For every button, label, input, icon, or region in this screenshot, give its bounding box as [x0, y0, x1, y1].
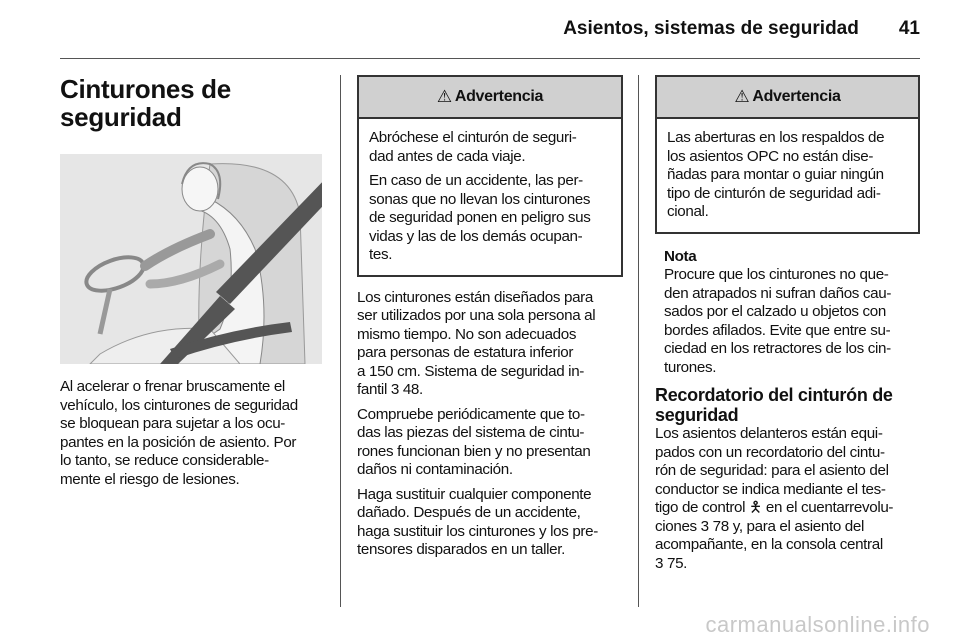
- driver-seatbelt-drawing: [60, 154, 322, 364]
- warning-box-1: [357, 75, 623, 277]
- section-title: Asientos, sistemas de seguridad: [563, 18, 859, 39]
- seatbelt-illustration: [60, 154, 322, 364]
- column-2-text: [357, 289, 623, 560]
- paragraph-usage: Los cinturones están diseñados para ser utilizados por una sola persona al mismo tiempo. No son adecuados para personas de estatura inferior a 150 cm. Sistema de seguridad in- fantil 3 48.: [357, 288, 596, 398]
- note-text: Procure que los cinturones no que- den atrapados ni sufran daños cau- sados por el calzado u objetos con bordes afilados. Evite que entre su- ciedad en los retractores de los cin- turones.: [664, 266, 892, 376]
- section-heading: Cinturones de seguridad: [60, 74, 231, 132]
- column-1: [60, 75, 322, 495]
- warning-header: ⚠ Advertencia: [359, 77, 621, 119]
- reminder-heading: Recordatorio del cinturón de seguridad: [655, 385, 893, 425]
- intro-paragraph: Al acelerar o frenar bruscamente el vehículo, los cinturones de seguridad se bloquean para sujetar a los ocu- pantes en la posición de asiento. Por lo tanto, se reduce considerable- mente el riesgo de lesiones.: [60, 378, 298, 488]
- warning-box-2: [655, 75, 920, 234]
- column-divider-2: [638, 75, 639, 607]
- note-title: Nota: [664, 247, 697, 265]
- warning-triangle-icon: ⚠: [436, 87, 452, 106]
- header-rule: [60, 58, 920, 59]
- paragraph-check: Compruebe periódicamente que to- das las piezas del sistema de cintu- rones funcionan bien y no presentan daños ni contaminación.: [357, 405, 591, 478]
- page-header: [563, 18, 920, 40]
- column-2: [357, 75, 623, 566]
- note-block: [664, 248, 920, 378]
- warning-body: Las aberturas en los respaldos de los asientos OPC no están dise- ñadas para montar o guiar ningún tipo de cinturón de seguridad adi- cional.: [667, 129, 885, 220]
- paragraph-replace: Haga sustituir cualquier componente dañado. Después de un accidente, haga sustituir los cinturones y los pre- tensores disparados en un taller.: [357, 485, 598, 558]
- warning-header: ⚠ Advertencia: [657, 77, 918, 119]
- reminder-text: Los asientos delanteros están equi- pados con un recordatorio del cintu- rón de seguridad: para el asiento del conductor se indica mediante el tes- tigo de control 🯅 en el cuentarrevolu- ciones 3 78 y, para el asiento del acompañante, en la consola central 3 75.: [655, 425, 894, 572]
- warning-body: Abróchese el cinturón de seguri- dad antes de cada viaje. En caso de un accidente, las per- sonas que no llevan los cinturones de seguridad ponen en peligro sus vidas y las de los demás ocupan- tes.: [369, 129, 591, 263]
- watermark: carmanualsonline.info: [705, 612, 930, 637]
- page-number: 41: [898, 18, 920, 39]
- column-divider-1: [340, 75, 341, 607]
- warning-triangle-icon: ⚠: [734, 87, 750, 106]
- column-3: [655, 75, 920, 573]
